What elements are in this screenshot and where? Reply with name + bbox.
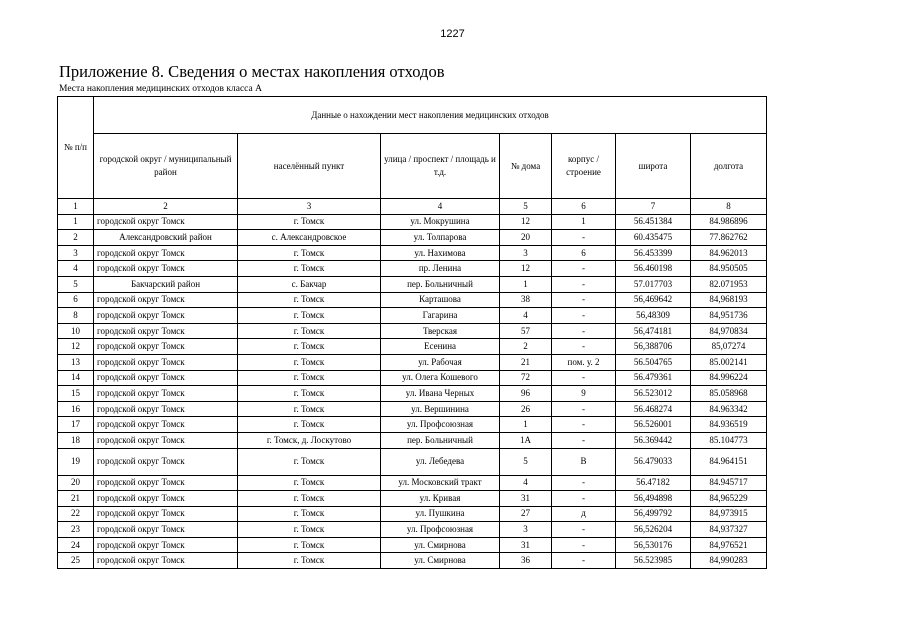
cell-street: ул. Московский тракт	[381, 475, 500, 491]
cell-house-number: 1	[500, 417, 552, 433]
header-longitude: долгота	[691, 134, 767, 199]
table-body	[58, 214, 767, 568]
cell-district: городской округ Томск	[94, 386, 238, 402]
cell-district: городской округ Томск	[94, 261, 238, 277]
cell-longitude: 84.964151	[691, 448, 767, 475]
table-row	[58, 401, 767, 417]
cell-settlement: г. Томск	[238, 448, 381, 475]
column-number: 3	[238, 199, 381, 215]
cell-building: -	[552, 370, 616, 386]
cell-street: Карташова	[381, 292, 500, 308]
cell-settlement: г. Томск	[238, 417, 381, 433]
header-row-group	[58, 97, 767, 134]
cell-settlement: г. Томск	[238, 370, 381, 386]
page-number: 1227	[440, 28, 465, 40]
column-number: 8	[691, 199, 767, 215]
cell-street: пр. Ленина	[381, 261, 500, 277]
cell-row-number: 13	[58, 354, 94, 370]
cell-longitude: 84,937327	[691, 522, 767, 538]
cell-row-number: 6	[58, 292, 94, 308]
cell-house-number: 1	[500, 276, 552, 292]
table-row	[58, 537, 767, 553]
cell-house-number: 36	[500, 553, 552, 569]
cell-street: ул. Профсоюзная	[381, 522, 500, 538]
cell-latitude: 56,388706	[616, 339, 691, 355]
column-number: 6	[552, 199, 616, 215]
cell-district: городской округ Томск	[94, 354, 238, 370]
cell-row-number: 22	[58, 506, 94, 522]
cell-street: Есенина	[381, 339, 500, 355]
cell-settlement: г. Томск	[238, 292, 381, 308]
cell-settlement: г. Томск	[238, 537, 381, 553]
cell-latitude: 56.451384	[616, 214, 691, 230]
cell-building: -	[552, 401, 616, 417]
cell-building: -	[552, 292, 616, 308]
cell-latitude: 56.468274	[616, 401, 691, 417]
cell-row-number: 15	[58, 386, 94, 402]
table-row	[58, 339, 767, 355]
cell-row-number: 23	[58, 522, 94, 538]
cell-house-number: 20	[500, 230, 552, 246]
cell-row-number: 20	[58, 475, 94, 491]
cell-row-number: 8	[58, 308, 94, 324]
cell-row-number: 24	[58, 537, 94, 553]
cell-row-number: 25	[58, 553, 94, 569]
table-row	[58, 491, 767, 507]
cell-house-number: 57	[500, 323, 552, 339]
cell-house-number: 38	[500, 292, 552, 308]
cell-latitude: 56.479033	[616, 448, 691, 475]
table-row	[58, 323, 767, 339]
cell-settlement: г. Томск	[238, 323, 381, 339]
cell-latitude: 56.47182	[616, 475, 691, 491]
cell-settlement: г. Томск	[238, 386, 381, 402]
cell-longitude: 84.950505	[691, 261, 767, 277]
cell-house-number: 3	[500, 245, 552, 261]
cell-settlement: г. Томск	[238, 214, 381, 230]
cell-longitude: 84.986896	[691, 214, 767, 230]
cell-latitude: 60.435475	[616, 230, 691, 246]
cell-house-number: 5	[500, 448, 552, 475]
cell-street: ул. Нахимова	[381, 245, 500, 261]
cell-street: ул. Олега Кошевого	[381, 370, 500, 386]
column-number: 1	[58, 199, 94, 215]
cell-row-number: 17	[58, 417, 94, 433]
cell-house-number: 72	[500, 370, 552, 386]
cell-district: городской округ Томск	[94, 214, 238, 230]
cell-district: городской округ Томск	[94, 432, 238, 448]
cell-district: городской округ Томск	[94, 308, 238, 324]
cell-house-number: 1А	[500, 432, 552, 448]
cell-longitude: 84,968193	[691, 292, 767, 308]
cell-longitude: 84,990283	[691, 553, 767, 569]
cell-row-number: 1	[58, 214, 94, 230]
cell-latitude: 56.479361	[616, 370, 691, 386]
column-number: 7	[616, 199, 691, 215]
table-row	[58, 553, 767, 569]
cell-building: -	[552, 323, 616, 339]
cell-district: Бакчарский район	[94, 276, 238, 292]
header-row-columns	[58, 134, 767, 199]
cell-longitude: 84,951736	[691, 308, 767, 324]
table-row	[58, 386, 767, 402]
cell-row-number: 14	[58, 370, 94, 386]
cell-row-number: 10	[58, 323, 94, 339]
table-row	[58, 308, 767, 324]
table-row	[58, 370, 767, 386]
cell-building: 1	[552, 214, 616, 230]
cell-row-number: 2	[58, 230, 94, 246]
cell-district: городской округ Томск	[94, 401, 238, 417]
cell-building: -	[552, 432, 616, 448]
cell-row-number: 16	[58, 401, 94, 417]
cell-latitude: 56,474181	[616, 323, 691, 339]
column-number: 5	[500, 199, 552, 215]
cell-house-number: 4	[500, 475, 552, 491]
cell-district: городской округ Томск	[94, 417, 238, 433]
cell-latitude: 57.017703	[616, 276, 691, 292]
cell-longitude: 84.936519	[691, 417, 767, 433]
cell-row-number: 3	[58, 245, 94, 261]
cell-house-number: 2	[500, 339, 552, 355]
cell-district: городской округ Томск	[94, 370, 238, 386]
cell-district: городской округ Томск	[94, 292, 238, 308]
waste-sites-table	[57, 96, 767, 569]
cell-longitude: 84.945717	[691, 475, 767, 491]
cell-settlement: г. Томск	[238, 339, 381, 355]
cell-latitude: 56.523985	[616, 553, 691, 569]
cell-row-number: 5	[58, 276, 94, 292]
cell-longitude: 85.058968	[691, 386, 767, 402]
header-row-column-numbers	[58, 199, 767, 215]
cell-settlement: г. Томск	[238, 506, 381, 522]
cell-building: -	[552, 491, 616, 507]
cell-building: д	[552, 506, 616, 522]
cell-street: ул. Мокрушина	[381, 214, 500, 230]
table-row	[58, 417, 767, 433]
cell-settlement: г. Томск	[238, 354, 381, 370]
cell-settlement: г. Томск	[238, 475, 381, 491]
cell-longitude: 84,970834	[691, 323, 767, 339]
cell-district: городской округ Томск	[94, 491, 238, 507]
cell-house-number: 21	[500, 354, 552, 370]
cell-building: -	[552, 553, 616, 569]
cell-building: -	[552, 522, 616, 538]
cell-building: -	[552, 308, 616, 324]
cell-settlement: г. Томск	[238, 261, 381, 277]
cell-building: В	[552, 448, 616, 475]
cell-street: Тверская	[381, 323, 500, 339]
cell-building: -	[552, 417, 616, 433]
cell-building: -	[552, 230, 616, 246]
header-latitude: широта	[616, 134, 691, 199]
cell-longitude: 84.996224	[691, 370, 767, 386]
cell-latitude: 56,494898	[616, 491, 691, 507]
table-row	[58, 475, 767, 491]
cell-row-number: 18	[58, 432, 94, 448]
cell-district: городской округ Томск	[94, 448, 238, 475]
cell-longitude: 84,973915	[691, 506, 767, 522]
cell-settlement: г. Томск	[238, 401, 381, 417]
cell-house-number: 31	[500, 491, 552, 507]
header-district: городской округ / муниципальный район	[94, 134, 238, 199]
cell-latitude: 56,469642	[616, 292, 691, 308]
cell-house-number: 12	[500, 261, 552, 277]
table-row	[58, 261, 767, 277]
cell-house-number: 27	[500, 506, 552, 522]
header-row-number: № п/п	[58, 97, 94, 199]
table-caption: Места накопления медицинских отходов класса А	[59, 84, 262, 94]
header-settlement: населённый пункт	[238, 134, 381, 199]
cell-longitude: 85,07274	[691, 339, 767, 355]
cell-latitude: 56.369442	[616, 432, 691, 448]
cell-longitude: 84,965229	[691, 491, 767, 507]
cell-building: -	[552, 276, 616, 292]
cell-district: городской округ Томск	[94, 245, 238, 261]
cell-longitude: 84,976521	[691, 537, 767, 553]
cell-longitude: 82.071953	[691, 276, 767, 292]
cell-building: 9	[552, 386, 616, 402]
cell-settlement: г. Томск	[238, 245, 381, 261]
cell-latitude: 56.504765	[616, 354, 691, 370]
cell-building: -	[552, 261, 616, 277]
cell-street: ул. Толпарова	[381, 230, 500, 246]
cell-street: ул. Профсоюзная	[381, 417, 500, 433]
cell-settlement: г. Томск	[238, 491, 381, 507]
cell-settlement: г. Томск	[238, 308, 381, 324]
cell-longitude: 84.962013	[691, 245, 767, 261]
cell-latitude: 56,499792	[616, 506, 691, 522]
cell-street: ул. Смирнова	[381, 537, 500, 553]
cell-longitude: 85.104773	[691, 432, 767, 448]
cell-house-number: 96	[500, 386, 552, 402]
table-row	[58, 432, 767, 448]
cell-building: пом. у. 2	[552, 354, 616, 370]
cell-settlement: с. Александровское	[238, 230, 381, 246]
header-house-number: № дома	[500, 134, 552, 199]
cell-latitude: 56,48309	[616, 308, 691, 324]
page-title: Приложение 8. Сведения о местах накопления отходов	[59, 62, 445, 81]
cell-building: -	[552, 537, 616, 553]
cell-street: ул. Кривая	[381, 491, 500, 507]
cell-longitude: 85.002141	[691, 354, 767, 370]
cell-longitude: 77.862762	[691, 230, 767, 246]
cell-district: городской округ Томск	[94, 553, 238, 569]
cell-house-number: 26	[500, 401, 552, 417]
cell-house-number: 12	[500, 214, 552, 230]
cell-district: городской округ Томск	[94, 339, 238, 355]
table-row	[58, 354, 767, 370]
cell-street: пер. Больничный	[381, 432, 500, 448]
header-group-location: Данные о нахождении мест накопления медицинских отходов	[94, 97, 767, 134]
cell-settlement: г. Томск	[238, 553, 381, 569]
cell-latitude: 56.460198	[616, 261, 691, 277]
table-row	[58, 506, 767, 522]
cell-district: городской округ Томск	[94, 537, 238, 553]
cell-settlement: г. Томск	[238, 522, 381, 538]
cell-row-number: 21	[58, 491, 94, 507]
cell-house-number: 3	[500, 522, 552, 538]
cell-row-number: 12	[58, 339, 94, 355]
cell-settlement: с. Бакчар	[238, 276, 381, 292]
header-building: корпус / строение	[552, 134, 616, 199]
header-street: улица / проспект / площадь и т.д.	[381, 134, 500, 199]
column-number: 2	[94, 199, 238, 215]
cell-district: городской округ Томск	[94, 323, 238, 339]
cell-row-number: 19	[58, 448, 94, 475]
cell-longitude: 84.963342	[691, 401, 767, 417]
cell-latitude: 56,526204	[616, 522, 691, 538]
table-row	[58, 230, 767, 246]
cell-street: ул. Пушкина	[381, 506, 500, 522]
cell-latitude: 56,530176	[616, 537, 691, 553]
table-row	[58, 292, 767, 308]
cell-street: ул. Вершинина	[381, 401, 500, 417]
cell-district: Александровский район	[94, 230, 238, 246]
cell-settlement: г. Томск, д. Лоскутово	[238, 432, 381, 448]
cell-district: городской округ Томск	[94, 522, 238, 538]
cell-building: -	[552, 475, 616, 491]
cell-building: 6	[552, 245, 616, 261]
cell-row-number: 4	[58, 261, 94, 277]
table-row	[58, 214, 767, 230]
cell-district: городской округ Томск	[94, 506, 238, 522]
cell-latitude: 56.526001	[616, 417, 691, 433]
cell-district: городской округ Томск	[94, 475, 238, 491]
cell-street: ул. Рабочая	[381, 354, 500, 370]
cell-street: ул. Лебедева	[381, 448, 500, 475]
cell-house-number: 4	[500, 308, 552, 324]
cell-street: Гагарина	[381, 308, 500, 324]
cell-street: пер. Больничный	[381, 276, 500, 292]
cell-street: ул. Смирнова	[381, 553, 500, 569]
cell-latitude: 56.453399	[616, 245, 691, 261]
table-row	[58, 276, 767, 292]
cell-street: ул. Ивана Черных	[381, 386, 500, 402]
table-row	[58, 245, 767, 261]
cell-house-number: 31	[500, 537, 552, 553]
column-number: 4	[381, 199, 500, 215]
cell-building: -	[552, 339, 616, 355]
table-row	[58, 448, 767, 475]
cell-latitude: 56.523012	[616, 386, 691, 402]
table-row	[58, 522, 767, 538]
